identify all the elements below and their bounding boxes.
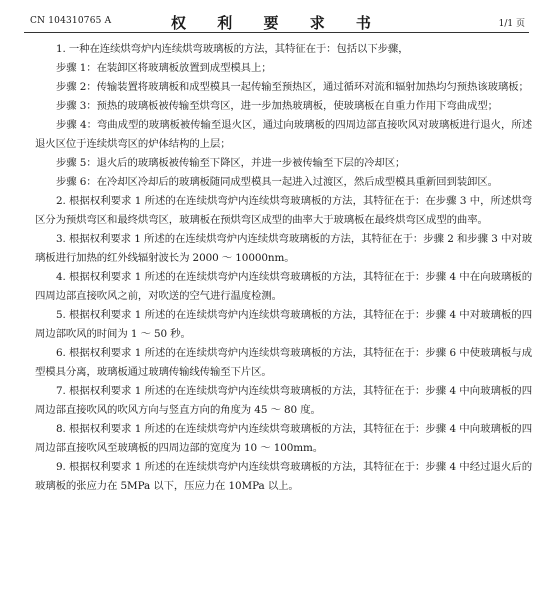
claim-2: 2. 根据权利要求 1 所述的在连续烘弯炉内连续烘弯玻璃板的方法，其特征在于：在步骤 3 中，所述烘弯区分为预烘弯区和最终烘弯区，玻璃板在预烘弯区成型的曲率大于玻璃板在最终烘弯区成型的曲率。 bbox=[35, 195, 532, 226]
claim-1-intro: 1. 一种在连续烘弯炉内连续烘弯玻璃板的方法，其特征在于：包括以下步骤， bbox=[56, 43, 409, 55]
claim-5: 5. 根据权利要求 1 所述的在连续烘弯炉内连续烘弯玻璃板的方法，其特征在于：步骤 4 中对玻璃板的四周边部吹风的时间为 1 ～ 50 秒。 bbox=[35, 309, 532, 340]
claim-1-step-1: 步骤 1：在装卸区将玻璃板放置到成型模具上； bbox=[56, 62, 272, 74]
document-title: 权 利 要 求 书 bbox=[171, 14, 384, 32]
claims-body bbox=[35, 40, 532, 496]
claim-7: 7. 根据权利要求 1 所述的在连续烘弯炉内连续烘弯玻璃板的方法，其特征在于：步骤 4 中向玻璃板的四周边部直接吹风的吹风方向与竖直方向的角度为 45 ～ 80 度。 bbox=[35, 385, 532, 416]
publication-number: CN 104310765 A bbox=[30, 16, 112, 26]
page-number: 1/1 页 bbox=[498, 19, 525, 29]
claim-4: 4. 根据权利要求 1 所述的在连续烘弯炉内连续烘弯玻璃板的方法，其特征在于：步骤 4 中在向玻璃板的四周边部直接吹风之前，对吹送的空气进行温度检测。 bbox=[35, 271, 532, 302]
claim-8: 8. 根据权利要求 1 所述的在连续烘弯炉内连续烘弯玻璃板的方法，其特征在于：步骤 4 中向玻璃板的四周边部直接吹风至玻璃板的四周边部的宽度为 10 ～ 100mm。 bbox=[35, 423, 532, 454]
claim-1-step-3: 步骤 3：预热的玻璃板被传输至烘弯区，进一步加热玻璃板，使玻璃板在自重力作用下弯曲成型； bbox=[56, 100, 498, 112]
claim-1-step-2: 步骤 2：传输装置将玻璃板和成型模具一起传输至预热区，通过循环对流和辐射加热均匀预热该玻璃板； bbox=[56, 81, 529, 93]
claim-6: 6. 根据权利要求 1 所述的在连续烘弯炉内连续烘弯玻璃板的方法，其特征在于：步骤 6 中使玻璃板与成型模具分离，玻璃板通过玻璃传输线传输至下片区。 bbox=[35, 347, 532, 378]
claim-1-step-4: 步骤 4：弯曲成型的玻璃板被传输至退火区，通过向玻璃板的四周边部直接吹风对玻璃板进行退火，所述退火区位于连续烘弯区的炉体结构的上层； bbox=[35, 119, 532, 150]
claim-3: 3. 根据权利要求 1 所述的在连续烘弯炉内连续烘弯玻璃板的方法，其特征在于：步骤 2 和步骤 3 中对玻璃板进行加热的红外线辐射波长为 2000 ～ 10000nm。 bbox=[35, 233, 532, 264]
header-divider bbox=[24, 32, 529, 33]
claim-9: 9. 根据权利要求 1 所述的在连续烘弯炉内连续烘弯玻璃板的方法，其特征在于：步骤 4 中经过退火后的玻璃板的张应力在 5MPa 以下，压应力在 10MPa 以上。 bbox=[35, 461, 532, 492]
page-header bbox=[30, 14, 525, 30]
claim-1-step-5: 步骤 5：退火后的玻璃板被传输至下降区，并进一步被传输至下层的冷却区； bbox=[56, 157, 406, 169]
claim-1-step-6: 步骤 6：在冷却区冷却后的玻璃板随同成型模具一起进入过渡区，然后成型模具重新回到装卸区。 bbox=[56, 176, 498, 188]
